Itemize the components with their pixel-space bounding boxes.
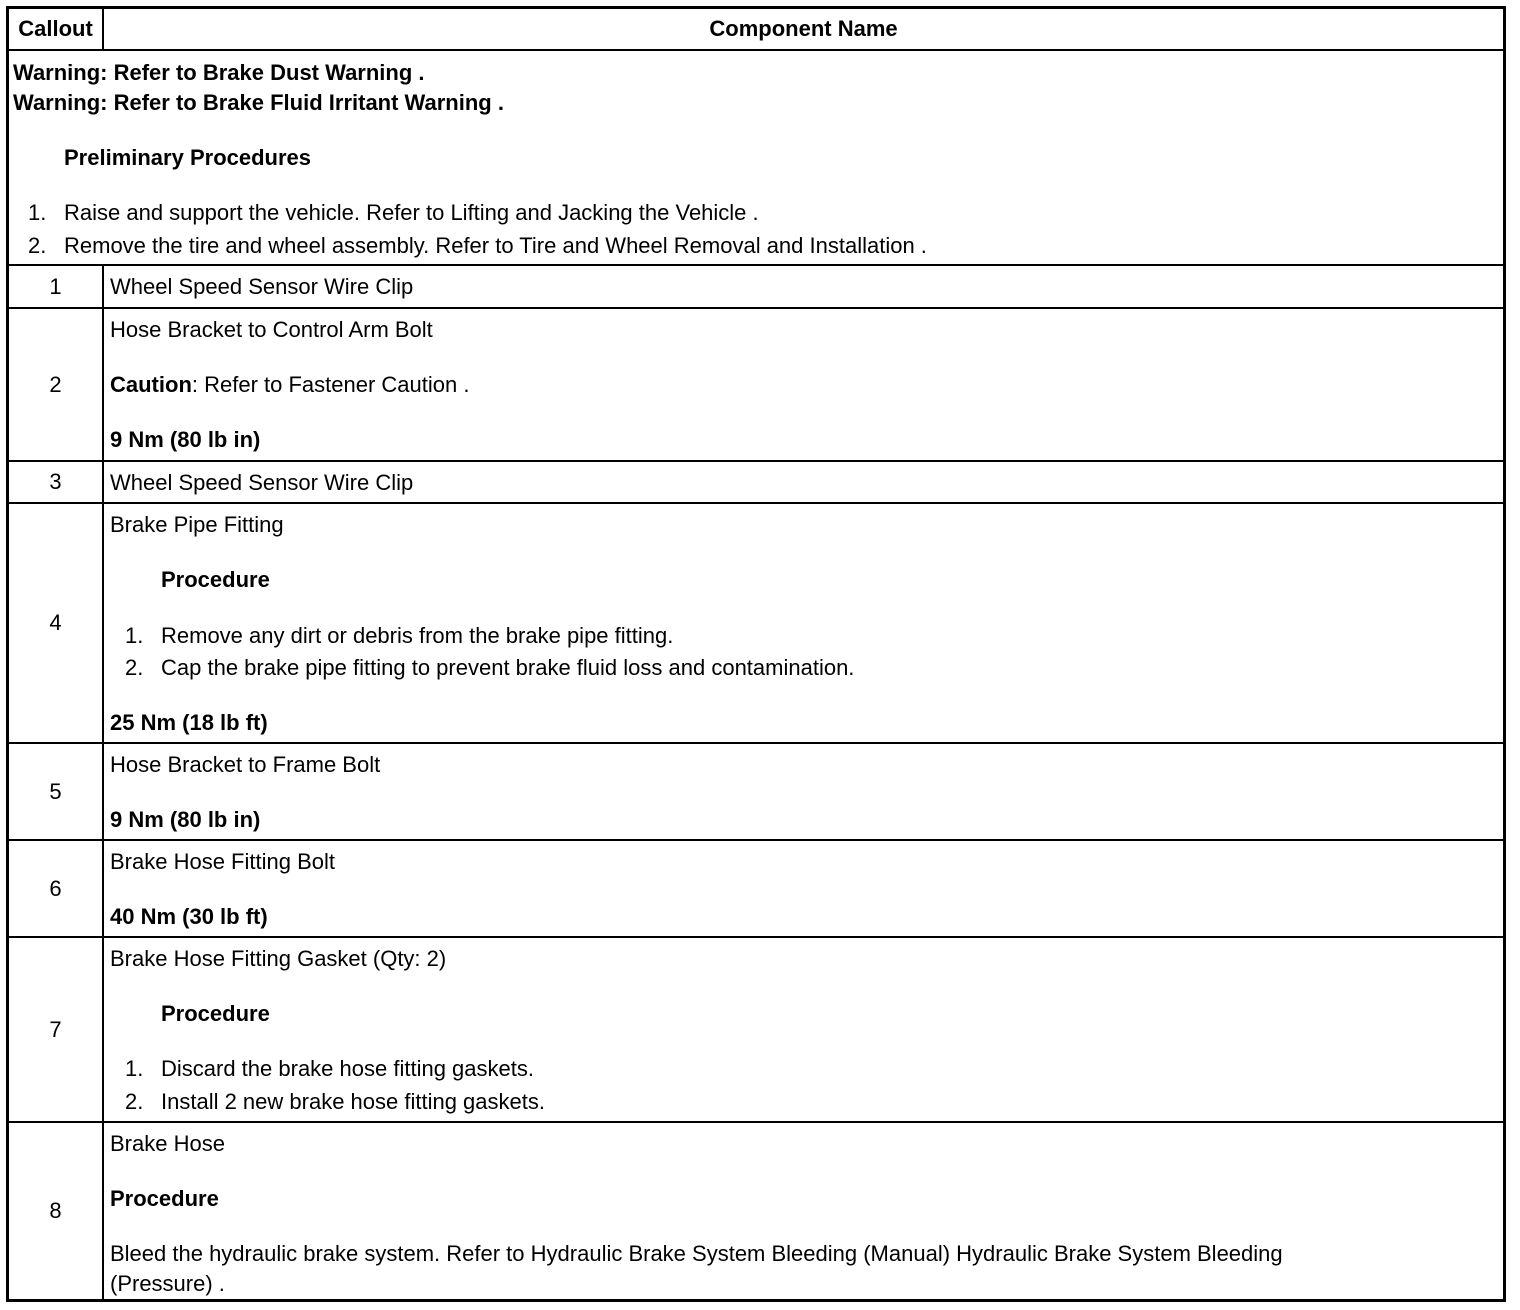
row-content [104, 744, 1503, 839]
prelim-step-text: Remove the tire and wheel assembly. Refer to Tire and Wheel Removal and Installation . [64, 233, 927, 258]
component-name: Hose Bracket to Frame Bolt [110, 752, 381, 777]
procedure-title: Procedure [110, 1186, 219, 1211]
component-name: Hose Bracket to Control Arm Bolt [110, 317, 433, 342]
component-name: Brake Hose [110, 1131, 225, 1156]
prelim-step-num: 2. [28, 233, 47, 258]
caution-line [110, 372, 469, 398]
component-name: Brake Hose Fitting Gasket (Qty: 2) [110, 946, 447, 971]
row-callout: 3 [9, 462, 104, 502]
table-row [9, 744, 1503, 841]
component-name: Wheel Speed Sensor Wire Clip [110, 470, 414, 495]
procedure-step-text: Install 2 new brake hose fitting gaskets. [161, 1089, 545, 1114]
preliminary-title: Preliminary Procedures [64, 145, 312, 170]
row-content [104, 938, 1503, 1121]
row-callout: 1 [9, 266, 104, 307]
torque-spec: 40 Nm (30 lb ft) [110, 904, 268, 929]
table-row [9, 1123, 1503, 1299]
procedure-step-text: Remove any dirt or debris from the brake pipe fitting. [161, 623, 674, 648]
procedure-text-line: (Pressure) . [110, 1271, 225, 1296]
table-row [9, 309, 1503, 462]
header-component-label: Component Name [709, 16, 898, 41]
procedure-step-num: 2. [125, 1089, 144, 1114]
caution-text: : Refer to Fastener Caution . [191, 372, 470, 397]
row-content [104, 1123, 1503, 1299]
procedure-step-text: Cap the brake pipe fitting to prevent brake fluid loss and contamination. [161, 655, 855, 680]
table-row [9, 462, 1503, 504]
row-callout: 5 [9, 744, 104, 839]
procedure-step-num: 2. [125, 655, 144, 680]
row-callout: 2 [9, 309, 104, 460]
table-row [9, 841, 1503, 938]
header-callout: Callout [9, 9, 104, 49]
table-row [9, 938, 1503, 1123]
table-row [9, 504, 1503, 744]
procedure-step-num: 1. [125, 1056, 144, 1081]
component-name: Brake Hose Fitting Bolt [110, 849, 335, 874]
header-component-name [104, 9, 1503, 49]
row-content [104, 266, 1503, 307]
torque-spec: 9 Nm (80 lb in) [110, 807, 261, 832]
procedure-step-text: Discard the brake hose fitting gaskets. [161, 1056, 534, 1081]
procedure-step-num: 1. [125, 623, 144, 648]
table-row [9, 266, 1503, 309]
component-table [6, 6, 1506, 1302]
table-header [9, 9, 1503, 51]
row-callout: 7 [9, 938, 104, 1121]
warning-fluid: Warning: Refer to Brake Fluid Irritant Warning . [13, 90, 504, 115]
row-callout: 8 [9, 1123, 104, 1299]
row-content [104, 841, 1503, 936]
torque-spec: 9 Nm (80 lb in) [110, 427, 261, 452]
caution-label: Caution [110, 372, 192, 397]
row-content [104, 309, 1503, 460]
component-name: Wheel Speed Sensor Wire Clip [110, 274, 414, 299]
procedure-title: Procedure [161, 567, 270, 592]
row-callout: 6 [9, 841, 104, 936]
row-content [104, 462, 1503, 502]
component-name: Brake Pipe Fitting [110, 512, 284, 537]
procedure-title: Procedure [161, 1001, 270, 1026]
warning-dust: Warning: Refer to Brake Dust Warning . [13, 60, 425, 85]
prelim-step-text: Raise and support the vehicle. Refer to Lifting and Jacking the Vehicle . [64, 200, 759, 225]
prelim-step-num: 1. [28, 200, 47, 225]
torque-spec: 25 Nm (18 lb ft) [110, 710, 268, 735]
procedure-text-line: Bleed the hydraulic brake system. Refer to Hydraulic Brake System Bleeding (Manual) Hydraulic Brake System Bleeding [110, 1241, 1283, 1266]
row-content [104, 504, 1503, 742]
row-callout: 4 [9, 504, 104, 742]
preliminary-section [9, 51, 1503, 266]
